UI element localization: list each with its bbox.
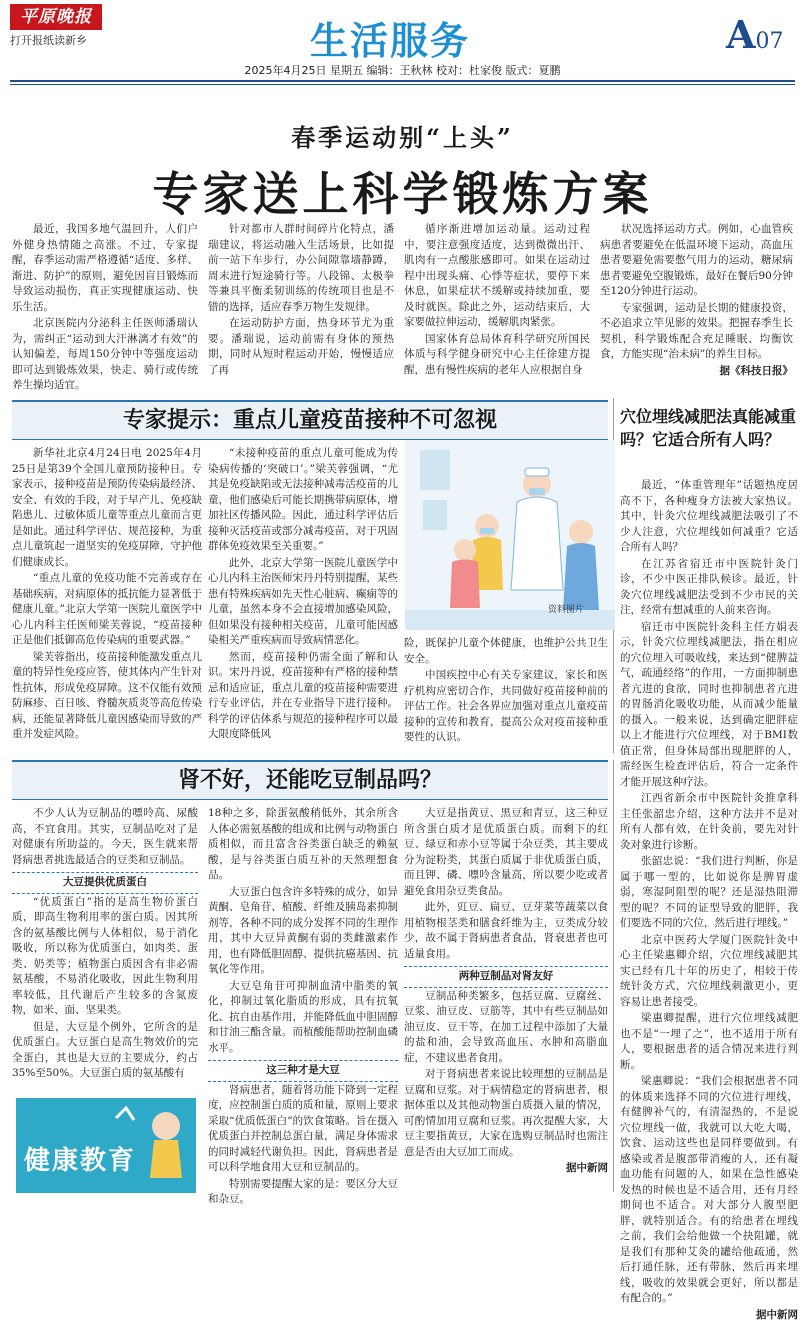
lead-column-4 xyxy=(600,222,793,390)
paragraph: 大豆是指黄豆、黑豆和青豆，这三种豆所含蛋白质才是优质蛋白质。而剩下的红豆、绿豆和赤小豆等属于杂豆类，其主要成分为淀粉类，其蛋白质属于非优质蛋白质，而且钾、磷、嘌呤含量高，所以要少吃或者避免食用杂豆类食品。 xyxy=(404,806,608,899)
paragraph: 状况选择运动方式。例如，心血管疾病患者要避免在低温环境下运动，高血压患者要避免需要憋气用力的运动，糖尿病患者要避免空腹锻炼，最好在餐后90分钟至120分钟进行运动。 xyxy=(600,222,793,300)
lead-headline: 专家送上科学锻炼方案 xyxy=(0,158,805,224)
paragraph: 此外，豇豆、扁豆、豆芽菜等蔬菜以食用植物根茎类和膳食纤维为主，豆类成分较少，故不属于肾病患者食品，肾衰患者也可适量食用。 xyxy=(404,900,608,962)
acupoint-title: 穴位埋线减肥法真能减重吗？它适合所有人吗？ xyxy=(620,405,800,451)
paragraph: “优质蛋白”指的是高生物价蛋白质，即高生物利用率的蛋白质。因其所含的氨基酸比例与人体相似，易于消化吸收，所以称为优质蛋白，如肉类、蛋类、奶类等；植物蛋白质因含有非必需氨基酸，不易消化吸收，因此生物利用率较低，且代谢后产生较多的含氮废物，如米、面、坚果类。 xyxy=(12,895,198,1019)
divider xyxy=(10,80,795,82)
paragraph: 此外，北京大学第一医院儿童医学中心儿内科主治医师宋丹丹特别提醒，某些患有特殊疾病如先天性心脏病、癫痫等的儿童，虽然本身不会直接增加感染风险，但如果没有接种相关疫苗，儿童可能因感染相关严重疾病而导致病情恶化。 xyxy=(208,556,398,649)
section-title: 生活服务 xyxy=(310,10,470,65)
subheading: 大豆提供优质蛋白 xyxy=(12,872,198,894)
paragraph: 梁惠卿说：“我们会根据患者不同的体质来选择不同的穴位进行埋线，有健脾补气的，有清湿热的，不是说穴位埋线一做，我就可以大吃大喝，饮食、运动这些也是同样要做到。有感染或者是腹部带消瘦的人，还有凝血功能有问题的人，如果在急性感染发热的时候也是不适合用，还有月经期间也不适合。对大部分人腹型肥胖，就特别适合。有的给患者在埋线之前，我们会给他做一个抉阻罐，就是我们有那种艾灸的罐给他疏通，然后打通任脉，还有带脉，然后再来埋线，吸收的效果就会更好，所以都是有配合的。” xyxy=(620,1074,798,1307)
vaccine-column-1 xyxy=(12,446,202,746)
source-credit: 据中新网 xyxy=(404,1161,608,1177)
kidney-column-3 xyxy=(404,806,608,1196)
paragraph: 新华社北京4月24日电 2025年4月25日是第39个全国儿童预防接种日。专家表示，接种疫苗是预防传染病最经济、安全、有效的手段，对于早产儿、免疫缺陷患儿、过敏体质儿童等重点儿童而言更是如此。通过科学评估、规范接种，为重点儿童筑起一道坚实的免疫屏障，守护他们健康成长。 xyxy=(12,446,202,570)
paragraph: 在江苏省宿迁市中医院针灸门诊，不少中医正排队候诊。最近，针灸穴位埋线减肥法受到不少市民的关注，经常有想减重的人前来咨询。 xyxy=(620,557,798,619)
kidney-column-1 xyxy=(12,806,198,1096)
page-number xyxy=(726,12,783,57)
kidney-headline: 肾不好，还能吃豆制品吗？ xyxy=(12,760,608,800)
image-caption: 资料图片 xyxy=(548,602,584,615)
paragraph: 然而，疫苗接种仍需全面了解和认识。宋丹丹说，疫苗接种有严格的接种禁忌和适应证，重点儿童的疫苗接种需要进行专业评估，并在专业指导下进行接种。科学的评估体系与规范的接种程序可以最大限度降低风 xyxy=(208,650,398,743)
paragraph: 梁芙蓉指出，疫苗接种能激发重点儿童的特异性免疫应答，使其体内产生针对性抗体，形成免疫屏障。这不仅能有效预防麻疹、百日咳、脊髓灰质炎等高危传染病，还能显著降低儿童因感染而导致的严重并发症风险。 xyxy=(12,650,202,743)
paragraph: 特别需要提醒大家的是：要区分大豆和杂豆。 xyxy=(208,1177,398,1208)
paragraph: “未接种疫苗的重点儿童可能成为传染病传播的‘突破口’。”梁芙蓉强调，“尤其是免疫缺陷或无法接种减毒活疫苗的儿童，他们感染后可能长期携带病原体，增加社区传播风险。因此，通过科学评估后接种灭活疫苗或部分减毒疫苗，对于巩固群体免疫效果至关重要。” xyxy=(208,446,398,555)
paragraph: “重点儿童的免疫功能不完善或存在基础疾病，对病原体的抵抗能力显著低于健康儿童。”北京大学第一医院儿童医学中心儿内科主任医师梁芙蓉说，“疫苗接种正是他们抵御高危传染病的重要武器。” xyxy=(12,571,202,649)
paragraph: 专家强调，运动是长期的健康投资，不必追求立竿见影的效果。把握春季生长契机，科学锻炼配合充足睡眠、均衡饮食，方能实现“治未病”的养生目标。 xyxy=(600,301,793,363)
paragraph: 针对都市人群时间碎片化特点，潘瑞建议，将运动融入生活场景，比如提前一站下车步行，办公间隙靠墙静蹲，周末进行短途骑行等。八段锦、太极拳等兼具平衡柔韧训练的传统项目也是不错的选择，适应春季万物生发规律。 xyxy=(208,222,394,315)
newspaper-logo: 平原晚报 xyxy=(10,4,102,30)
paragraph: 不少人认为豆制品的嘌呤高、尿酸高，不宜食用。其实，豆制品吃对了是对健康有所助益的。今天，医生就来帮肾病患者挑选最适合的豆类和豆制品。 xyxy=(12,806,198,868)
paragraph: 在运动防护方面，热身环节尤为重要。潘瑞说，运动前需有身体的预热期，同时从短时程运动开始，慢慢适应了再 xyxy=(208,316,394,378)
lead-kicker: 春季运动别“上头” xyxy=(0,118,805,153)
paragraph: 北京医院内分泌科主任医师潘瑞认为，需纠正“运动到大汗淋漓才有效”的认知偏差，每周150分钟中等强度运动即可达到锻炼效果，快走、骑行或传统养生操均适宜。 xyxy=(12,316,198,394)
paragraph: 江西省新余市中医院针灸推拿科主任张韶忠介绍，这种方法并不是对所有人都有效，在针灸前，要先对针灸对象进行诊断。 xyxy=(620,791,798,853)
lead-column-2 xyxy=(208,222,394,390)
paragraph: 最近，“体重管理年”话题热度居高不下，各种瘦身方法被大家热议。其中，针灸穴位埋线减肥法吸引了不少人注意，穴位埋线如何减重？它适合所有人吗？ xyxy=(620,478,798,556)
divider xyxy=(10,84,795,85)
lead-column-3 xyxy=(404,222,590,390)
paragraph: 肾病患者，随着肾功能下降到一定程度，应控制蛋白质的质和量，原则上要求采取“优质低蛋白”的饮食策略。旨在摄入优质蛋白并控制总蛋白量，满足身体需求的同时减轻代谢负担。因此，肾病患者是可以科学地食用大豆和豆制品的。 xyxy=(208,1083,398,1176)
source-credit: 据《科技日报》 xyxy=(600,364,793,380)
paragraph: 最近，我国多地气温回升，人们户外健身热情随之高涨。不过，专家提醒，春季运动需严格遵循“适度、多样、渐进、防护”的原则，避免因盲目锻炼而导致运动损伤，真正实现健康运动、快乐生活。 xyxy=(12,222,198,315)
paragraph: 但是，大豆是个例外，它所含的是优质蛋白。大豆蛋白是高生物效价的完全蛋白，其也是大豆的主要成分，约占35%至50%。大豆蛋白质的氨基酸有 xyxy=(12,1020,198,1082)
subheading: 两种豆制品对肾友好 xyxy=(404,966,608,988)
paragraph: 中国疾控中心有关专家建议，家长和医疗机构应密切合作，共同做好疫苗接种前的评估工作。社会各界应加强对重点儿童疫苗接种的宣传和教育，提高公众对疫苗接种重要性的认识。 xyxy=(404,668,608,746)
acupoint-column xyxy=(620,478,798,1193)
paragraph: 梁惠卿提醒，进行穴位埋线减肥也不是“一埋了之”，也不适用于所有人，要根据患者的适合情况来进行判断。 xyxy=(620,1011,798,1073)
health-education-label: 健康教育 xyxy=(24,1140,136,1177)
vaccine-column-3 xyxy=(404,636,608,748)
edition-line: 2025年4月25日 星期五 编辑：王秋林 校对：杜家俊 版式：夏鹏 xyxy=(0,62,805,78)
vaccine-headline: 专家提示：重点儿童疫苗接种不可忽视 xyxy=(12,400,608,440)
lead-column-1 xyxy=(12,222,198,390)
paragraph: 北京中医药大学厦门医院针灸中心主任梁惠卿介绍，穴位埋线减肥其实已经有几十年的历史了，相较于传统针灸方式，穴位埋线刺激更小，更容易让患者接受。 xyxy=(620,933,798,1011)
paragraph: 张韶忠说：“我们进行判断，你是属于哪一型的，比如说你是脾胃虚弱，寒湿阿阻型的呢？还是湿热阻滞型的呢？不同的证型导致的肥胖，我们要选不同的穴位，然后进行埋线。” xyxy=(620,854,798,932)
paragraph: 大豆蛋白包含许多特殊的成分，如异黄酮、皂角苷、植酸、纤维及胰岛素抑制剂等，各种不同的成分发挥不同的生理作用，其中大豆异黄酮有弱的类雌激素作用，也有降低胆固醇、提供抗癌基因、抗氧化等作用。 xyxy=(208,885,398,978)
paragraph: 18种之多，除蛋氨酸稍低外，其余所含人体必需氨基酸的组成和比例与动物蛋白质相似，而且富含谷类蛋白缺乏的赖氨酸，是与谷类蛋白质互补的天然理想食品。 xyxy=(208,806,398,884)
paragraph: 宿迁市中医院针灸科主任方娟表示，针灸穴位埋线减肥法，指在相应的穴位埋入可吸收线，来达到“健脾益气，疏通经络”的作用，一方面抑制患者亢进的食欲，同时也抑制患者亢进的胃肠消化吸收功能，从而减少能量的摄入。一般来说，达到确定肥胖症以上才能进行穴位埋线，对于BMI数值正常，但身体局部出现肥胖的人，需经医生检查评估后，符合一定条件才能开展这种疗法。 xyxy=(620,620,798,791)
newspaper-slogan: 打开报纸读新乡 xyxy=(10,32,87,48)
paragraph: 对于肾病患者来说比较理想的豆制品是豆腐和豆浆。对于病情稳定的肾病患者，根据体重以及其他动物蛋白质摄入量的情况，可酌情加用豆腐和豆浆。再次提醒大家，大豆主要指黄豆，大家在选购豆制品时也需注意是否由大豆加工而成。 xyxy=(404,1067,608,1160)
vaccine-column-2 xyxy=(208,446,398,746)
paragraph: 险，既保护儿童个体健康，也维护公共卫生安全。 xyxy=(404,636,608,667)
column-divider xyxy=(613,760,614,1192)
kidney-column-2 xyxy=(208,806,398,1196)
masthead xyxy=(0,0,805,92)
paragraph: 循序渐进增加运动量。运动过程中，要注意强度适度，达到微微出汗、肌肉有一点酸胀感即可。如果在运动过程中出现头痛、心悸等症状，要停下来休息，如果症状不缓解或持续加重，要及时就医。除此之外，运动结束后，大家要做拉伸运动，缓解肌肉紧张。 xyxy=(404,222,590,331)
page-digits: 07 xyxy=(755,29,783,54)
paragraph: 大豆皂角苷可抑制血清中脂类的氧化，抑制过氧化脂质的形成，具有抗氧化、抗自由基作用，并能降低血中胆固醇和甘油三酯含量。而植酸能帮助控制血磷水平。 xyxy=(208,979,398,1057)
paragraph: 国家体育总局体育科学研究所国民体质与科学健身研究中心主任徐建方提醒，患有慢性疾病的老年人应根据自身 xyxy=(404,332,590,379)
subheading: 这三种才是大豆 xyxy=(208,1060,398,1082)
page-letter: A xyxy=(726,12,755,57)
source-credit: 据中新网 xyxy=(620,1308,798,1323)
paragraph: 豆制品种类繁多，包括豆腐、豆腐丝、豆浆、油豆皮、豆筋等，其中有些豆制品如油豆皮、豆干等，在加工过程中添加了大量的盐和油，会导致高血压、水肿和高脂血症，不建议患者食用。 xyxy=(404,989,608,1067)
